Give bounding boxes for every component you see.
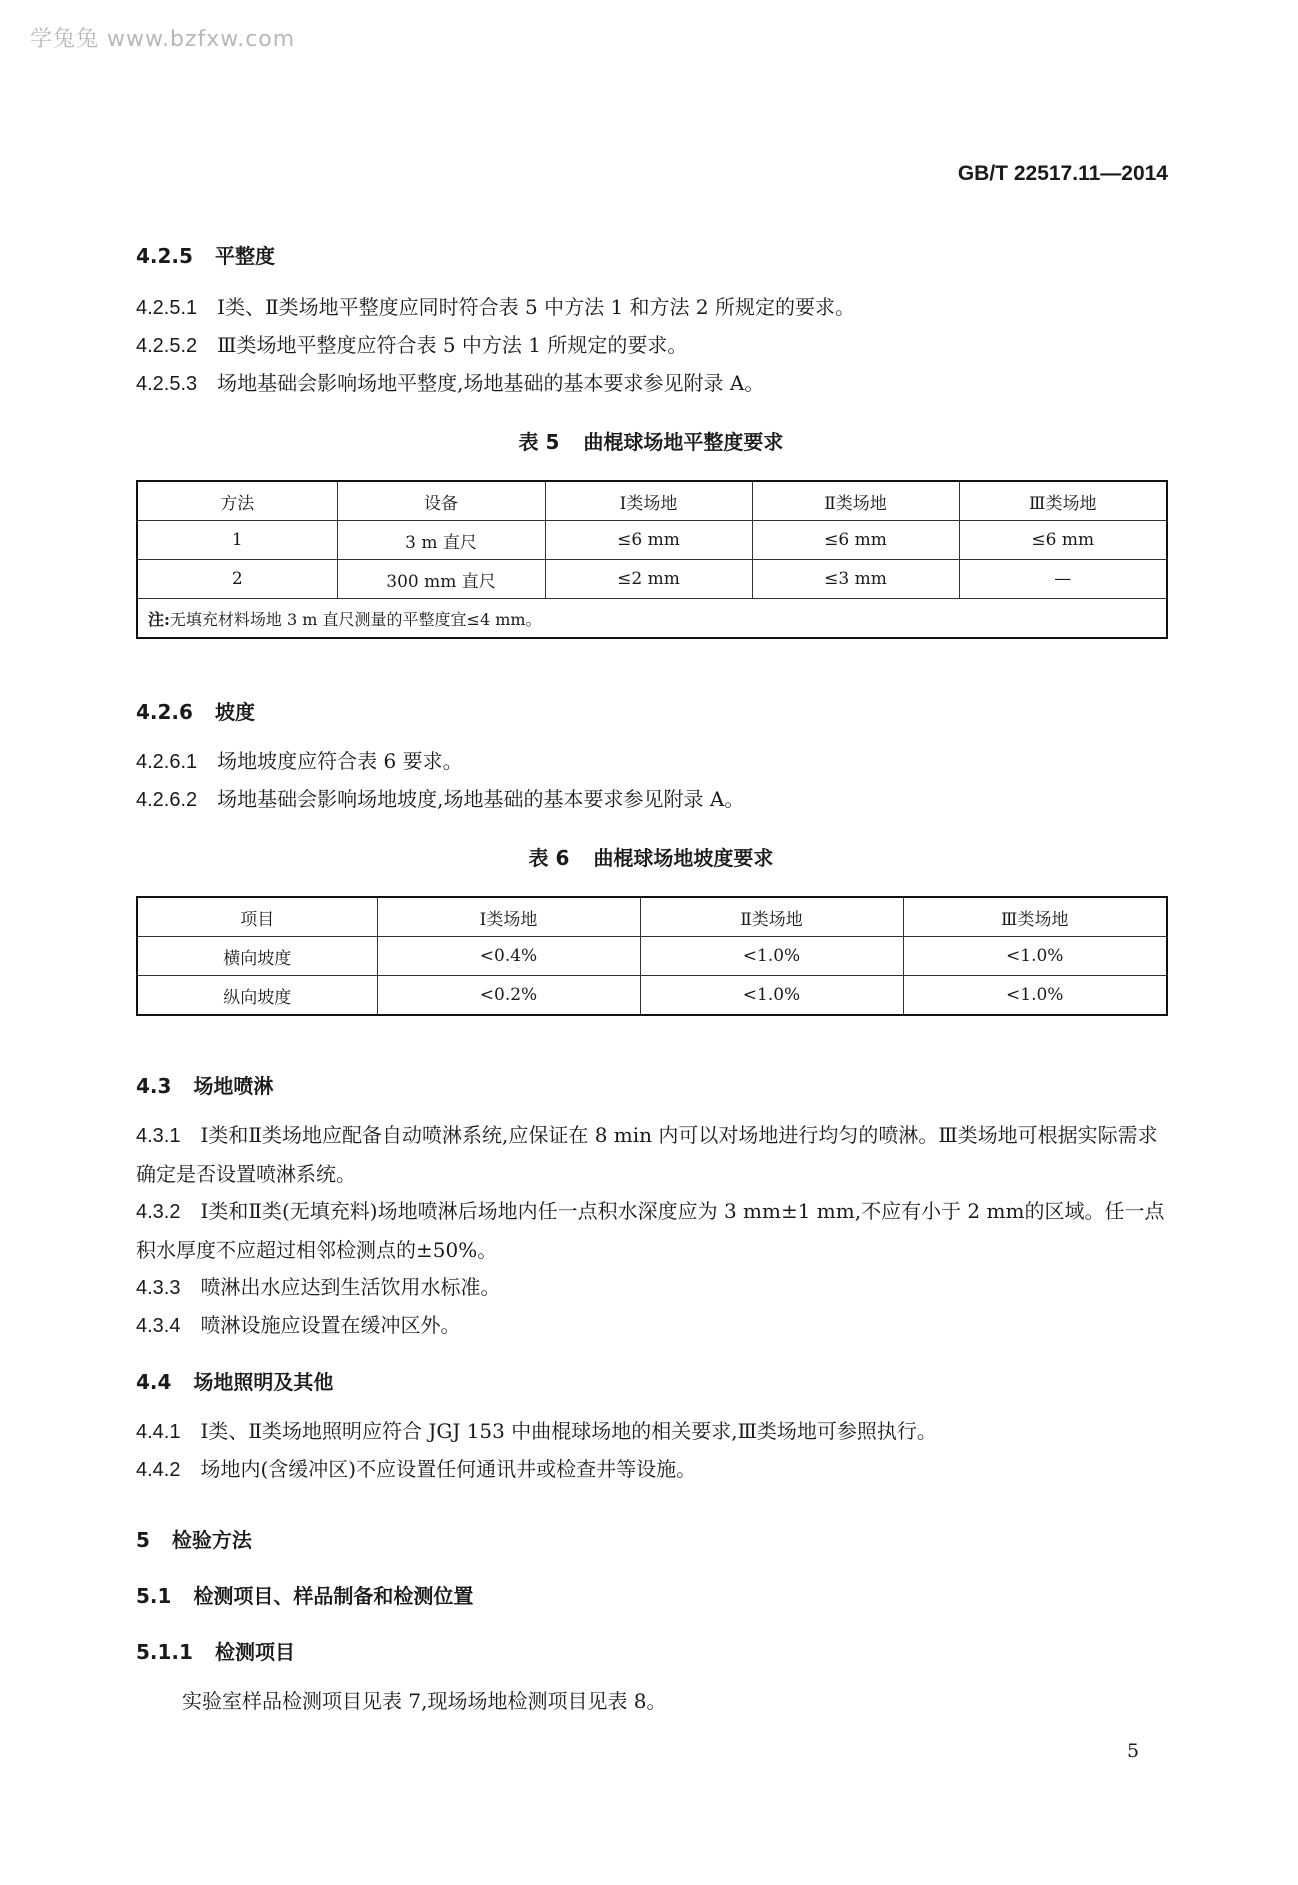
table-header-cell: Ⅰ类场地 (545, 481, 752, 521)
clause-4-3-2: 4.3.2 Ⅰ类和Ⅱ类(无填充料)场地喷淋后场地内任一点积水深度应为 3 mm±1 mm,不应有小于 2 mm的区域。任一点积水厚度不应超过相邻检测点的±50%。 (136, 1199, 1165, 1262)
heading-4-2-5: 4.2.5 平整度 (136, 244, 275, 268)
table-cell: ≤2 mm (545, 560, 752, 599)
table-cell: ≤6 mm (959, 521, 1167, 560)
table-header-cell: Ⅰ类场地 (377, 897, 640, 937)
table-cell: ≤6 mm (545, 521, 752, 560)
table-header-cell: 设备 (337, 481, 545, 521)
table-header-cell: 项目 (137, 897, 377, 937)
clause-4-2-6-1: 4.2.6.1 场地坡度应符合表 6 要求。 (136, 749, 463, 773)
table-header-cell: Ⅲ类场地 (903, 897, 1167, 937)
table-cell: <0.2% (377, 976, 640, 1016)
table-cell: ≤6 mm (752, 521, 959, 560)
table6-caption: 表 6 曲棍球场地坡度要求 (528, 846, 774, 870)
table-row (137, 521, 1167, 560)
table-cell: 横向坡度 (137, 937, 377, 976)
clause-4-2-6-2: 4.2.6.2 场地基础会影响场地坡度,场地基础的基本要求参见附录 A。 (136, 787, 745, 811)
table-cell: 纵向坡度 (137, 976, 377, 1016)
clause-4-2-5-2: 4.2.5.2 Ⅲ类场地平整度应符合表 5 中方法 1 所规定的要求。 (136, 333, 688, 357)
table-cell: 3 m 直尺 (337, 521, 545, 560)
table-header-cell: Ⅱ类场地 (752, 481, 959, 521)
clause-4-2-5-1: 4.2.5.1 Ⅰ类、Ⅱ类场地平整度应同时符合表 5 中方法 1 和方法 2 所规定的要求。 (136, 295, 855, 319)
table5-caption: 表 5 曲棍球场地平整度要求 (518, 430, 784, 454)
table-cell: ≤3 mm (752, 560, 959, 599)
heading-5-1-1: 5.1.1 检测项目 (136, 1640, 295, 1664)
clause-4-3-1: 4.3.1 Ⅰ类和Ⅱ类场地应配备自动喷淋系统,应保证在 8 min 内可以对场地进行均匀的喷淋。Ⅲ类场地可根据实际需求确定是否设置喷淋系统。 (136, 1123, 1158, 1186)
table-cell: 2 (137, 560, 337, 599)
table-cell: 300 mm 直尺 (337, 560, 545, 599)
table-header-cell: Ⅲ类场地 (959, 481, 1167, 521)
clause-4-2-5-3: 4.2.5.3 场地基础会影响场地平整度,场地基础的基本要求参见附录 A。 (136, 371, 765, 395)
paragraph-5-1-1: 实验室样品检测项目见表 7,现场场地检测项目见表 8。 (182, 1689, 667, 1713)
table-note: 注:无填充材料场地 3 m 直尺测量的平整度宜≤4 mm。 (137, 599, 1167, 639)
table-cell: <0.4% (377, 937, 640, 976)
table-row (137, 937, 1167, 976)
table-header-row (137, 897, 1167, 937)
table-row (137, 976, 1167, 1016)
table-row (137, 560, 1167, 599)
table-cell: 1 (137, 521, 337, 560)
heading-5: 5 检验方法 (136, 1528, 252, 1552)
table-header-cell: Ⅱ类场地 (640, 897, 903, 937)
table5-flatness (136, 480, 1168, 639)
clause-4-4-2: 4.4.2 场地内(含缓冲区)不应设置任何通讯井或检查井等设施。 (136, 1457, 697, 1481)
table-cell: <1.0% (640, 976, 903, 1016)
heading-4-2-6: 4.2.6 坡度 (136, 700, 255, 724)
heading-5-1: 5.1 检测项目、样品制备和检测位置 (136, 1584, 474, 1608)
heading-4-4: 4.4 场地照明及其他 (136, 1370, 334, 1394)
clause-4-3-3: 4.3.3 喷淋出水应达到生活饮用水标准。 (136, 1275, 501, 1299)
table-header-row (137, 481, 1167, 521)
clause-4-4-1: 4.4.1 Ⅰ类、Ⅱ类场地照明应符合 JGJ 153 中曲棍球场地的相关要求,Ⅲ类场地可参照执行。 (136, 1419, 937, 1443)
table-cell: <1.0% (903, 976, 1167, 1016)
clause-4-3-4: 4.3.4 喷淋设施应设置在缓冲区外。 (136, 1313, 461, 1337)
table-cell: — (959, 560, 1167, 599)
table-header-cell: 方法 (137, 481, 337, 521)
heading-4-3: 4.3 场地喷淋 (136, 1074, 274, 1098)
watermark: 学兔兔 www.bzfxw.com (30, 27, 296, 52)
table6-slope (136, 896, 1168, 1016)
table-cell: <1.0% (903, 937, 1167, 976)
table-note-row (137, 599, 1167, 639)
page-number: 5 (1127, 1740, 1140, 1762)
standard-code: GB/T 22517.11—2014 (957, 162, 1168, 185)
table-cell: <1.0% (640, 937, 903, 976)
